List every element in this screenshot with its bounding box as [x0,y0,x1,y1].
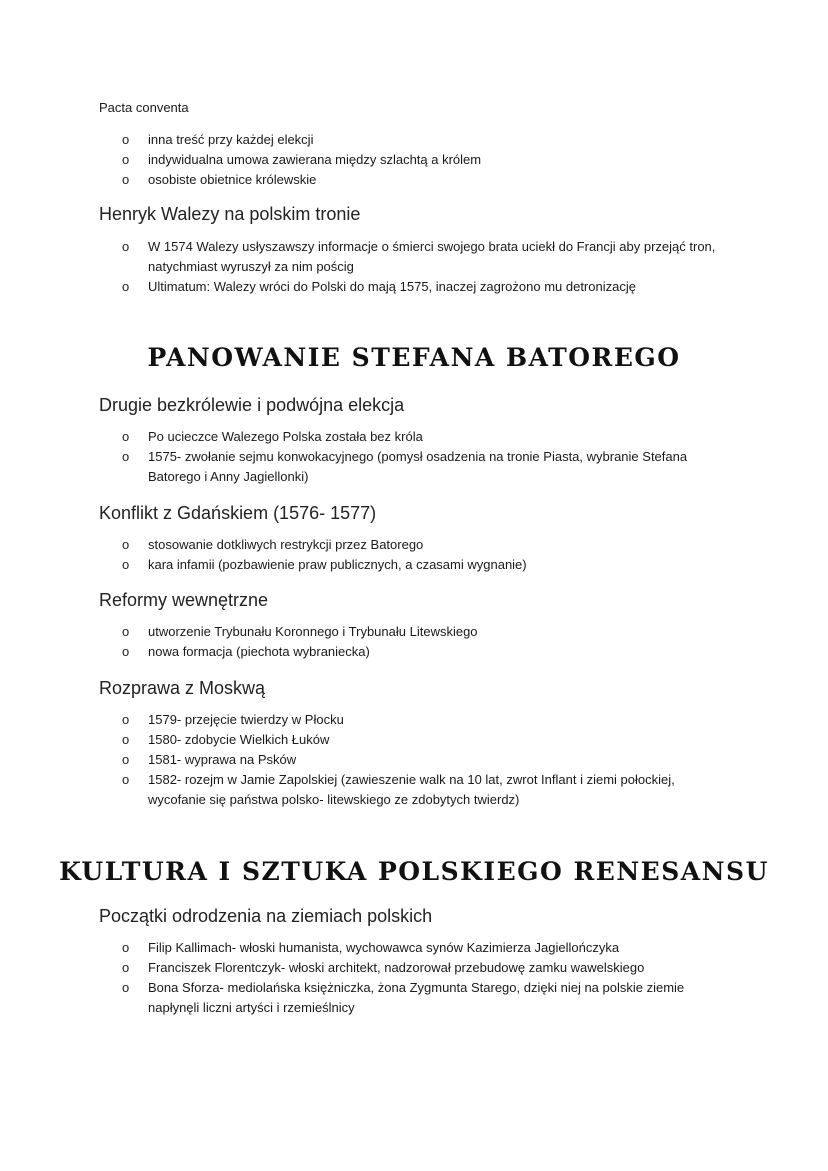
list-item: o 1582- rozejm w Jamie Zapolskiej (zawieszenie walk na 10 lat, zwrot Inflant i ziemi połockiej, wycofanie się państwa polsko- litewskiego ze zdobytych twierdz) [122,772,675,807]
circle-bullet-icon: o [122,772,130,787]
circle-bullet-icon: o [122,712,130,727]
circle-bullet-icon: o [122,644,130,659]
pacta-conventa-list [122,130,722,190]
circle-bullet-icon: o [122,557,130,572]
circle-bullet-icon: o [122,132,130,147]
circle-bullet-icon: o [122,239,130,254]
circle-bullet-icon: o [122,624,130,639]
walezy-list [122,237,722,297]
gdansk-list [122,535,722,575]
moskwa-list [122,710,722,810]
list-item: o Franciszek Florentczyk- włoski architekt, nadzorował przebudowę zamku wawelskiego [122,958,722,978]
list-item: o nowa formacja (piechota wybraniecka) [122,642,722,662]
circle-bullet-icon: o [122,152,130,167]
bezkrolewie-list [122,427,722,487]
list-item: o inna treść przy każdej elekcji [122,130,722,150]
gdansk-heading: Konflikt z Gdańskiem (1576- 1577) [99,503,377,523]
reformy-heading: Reformy wewnętrzne [99,590,269,610]
bezkrolewie-heading: Drugie bezkrólewie i podwójna elekcja [99,395,405,415]
walezy-heading: Henryk Walezy na polskim tronie [99,204,361,224]
circle-bullet-icon: o [122,172,130,187]
renesans-section-title: KULTURA I SZTUKA POLSKIEGO RENESANSU [59,857,769,886]
circle-bullet-icon: o [122,537,130,552]
list-item: o W 1574 Walezy usłyszawszy informacje o śmierci swojego brata uciekł do Francji aby przejąć tron, natychmiast wyruszył za nim pościg [122,239,716,274]
poczatki-heading: Początki odrodzenia na ziemiach polskich [99,906,433,926]
poczatki-list [122,938,722,1018]
list-item: o Filip Kallimach- włoski humanista, wychowawca synów Kazimierza Jagiellończyka [122,938,722,958]
list-item: o osobiste obietnice królewskie [122,170,722,190]
list-item: o indywidualna umowa zawierana między szlachtą a królem [122,150,722,170]
circle-bullet-icon: o [122,449,130,464]
circle-bullet-icon: o [122,279,130,294]
pacta-conventa-label: Pacta conventa [99,100,189,115]
list-item: o Bona Sforza- mediolańska księżniczka, żona Zygmunta Starego, dzięki niej na polskie ziemie napłynęli liczni artyści i rzemieślnicy [122,980,685,1015]
list-item: o kara infamii (pozbawienie praw publicznych, a czasami wygnanie) [122,555,722,575]
circle-bullet-icon: o [122,940,130,955]
list-item: o Po ucieczce Walezego Polska została bez króla [122,427,722,447]
batory-section-title: PANOWANIE STEFANA BATOREGO [147,343,681,372]
list-item: o stosowanie dotkliwych restrykcji przez Batorego [122,535,722,555]
list-item: o 1579- przejęcie twierdzy w Płocku [122,710,722,730]
circle-bullet-icon: o [122,960,130,975]
list-item: o 1581- wyprawa na Psków [122,750,722,770]
list-item: o utworzenie Trybunału Koronnego i Trybunału Litewskiego [122,622,722,642]
moskwa-heading: Rozprawa z Moskwą [99,678,266,698]
list-item: o 1580- zdobycie Wielkich Łuków [122,730,722,750]
circle-bullet-icon: o [122,732,130,747]
circle-bullet-icon: o [122,429,130,444]
list-item: o Ultimatum: Walezy wróci do Polski do mają 1575, inaczej zagrożono mu detronizację [122,277,722,297]
list-item: o 1575- zwołanie sejmu konwokacyjnego (pomysł osadzenia na tronie Piasta, wybranie Stefana Batorego i Anny Jagiellonki) [122,449,688,484]
circle-bullet-icon: o [122,752,130,767]
circle-bullet-icon: o [122,980,130,995]
reformy-list [122,622,722,662]
